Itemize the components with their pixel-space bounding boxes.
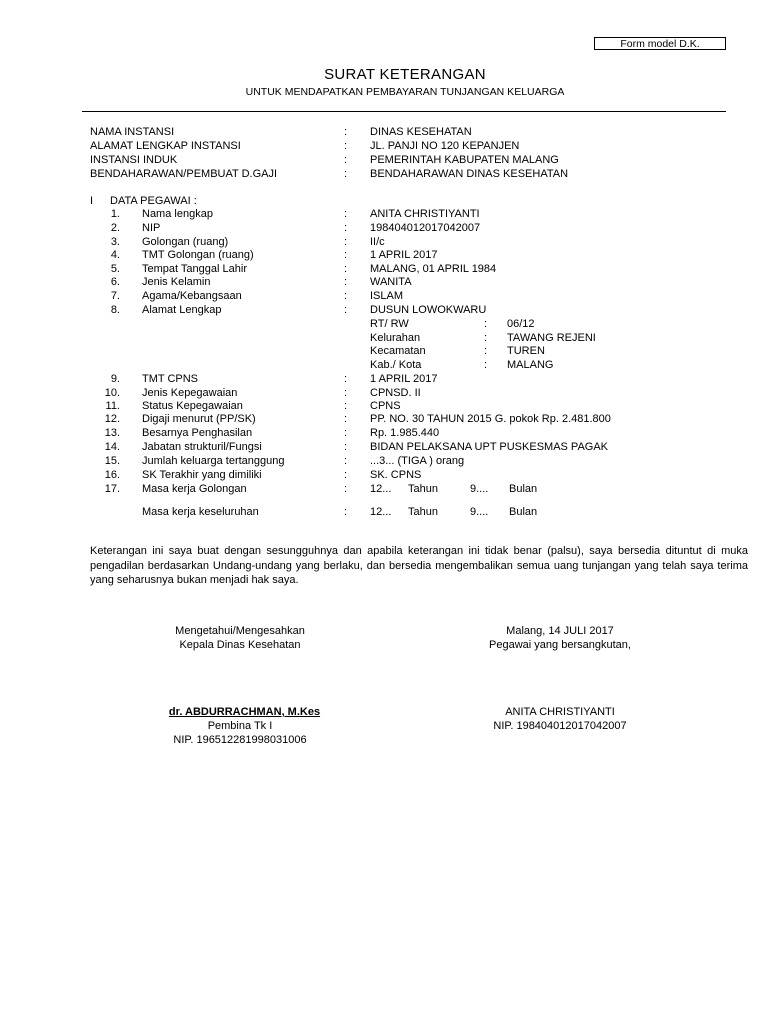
pegawai-colon-3: : bbox=[344, 249, 348, 261]
masa-kerja-tahun-label-0: Tahun bbox=[408, 483, 438, 495]
alamat-colon-0: : bbox=[484, 318, 488, 330]
pegawai2-label-6: Jumlah keluarga tertanggung bbox=[142, 455, 285, 467]
pegawai2-value-7: SK. CPNS bbox=[370, 469, 422, 481]
pegawai-label-2: Golongan (ruang) bbox=[142, 236, 229, 248]
alamat-colon-1: : bbox=[484, 332, 488, 344]
pegawai2-value-1: CPNSD. II bbox=[370, 387, 421, 399]
pegawai-no-4: 5. bbox=[110, 263, 120, 275]
instansi-colon-2: : bbox=[344, 154, 348, 166]
pegawai2-label-4: Besarnya Penghasilan bbox=[142, 427, 253, 439]
pegawai-colon-7: : bbox=[344, 304, 348, 316]
pegawai-colon-1: : bbox=[344, 222, 348, 234]
sign-left-line1: Mengetahui/Mengesahkan bbox=[175, 625, 305, 637]
alamat-colon-3: : bbox=[484, 359, 488, 371]
pegawai-no-7: 8. bbox=[110, 304, 120, 316]
instansi-label-3: BENDAHARAWAN/PEMBUAT D.GAJI bbox=[90, 168, 278, 180]
pegawai-colon-5: : bbox=[344, 276, 348, 288]
declaration-paragraph: Keterangan ini saya buat dengan sesungguhnya dan apabila keterangan ini tidak benar (palsu), saya bersedia dituntut di muka pengadilan berdasarkan Undang-undang yang berlaku, dan bersedia mengembalikan semua uang tunjangan yang telah saya terima yang seharusnya bukan menjadi hak saya. bbox=[90, 545, 748, 586]
sign-right-line2: Pegawai yang bersangkutan, bbox=[489, 639, 631, 651]
pegawai-label-4: Tempat Tanggal Lahir bbox=[142, 263, 247, 275]
pegawai-label-5: Jenis Kelamin bbox=[142, 276, 211, 288]
alamat-label-1: Kelurahan bbox=[370, 332, 421, 344]
pegawai2-label-0: TMT CPNS bbox=[142, 373, 199, 385]
pegawai2-label-7: SK Terakhir yang dimiliki bbox=[142, 469, 262, 481]
pegawai2-value-2: CPNS bbox=[370, 400, 401, 412]
pegawai-value-0: ANITA CHRISTIYANTI bbox=[370, 208, 480, 220]
instansi-colon-3: : bbox=[344, 168, 348, 180]
pegawai2-value-3: PP. NO. 30 TAHUN 2015 G. pokok Rp. 2.481.800 bbox=[370, 413, 611, 425]
instansi-label-1: ALAMAT LENGKAP INSTANSI bbox=[90, 140, 241, 152]
masa-kerja-label-0: Masa kerja Golongan bbox=[142, 483, 247, 495]
pegawai-colon-6: : bbox=[344, 290, 348, 302]
alamat-label-2: Kecamatan bbox=[370, 345, 426, 357]
pegawai2-colon-7: : bbox=[344, 469, 348, 481]
pegawai-no-3: 4. bbox=[110, 249, 120, 261]
instansi-label-2: INSTANSI INDUK bbox=[90, 154, 178, 166]
pegawai2-colon-4: : bbox=[344, 427, 348, 439]
pegawai-no-1: 2. bbox=[110, 222, 120, 234]
masa-kerja-bulan-label-1: Bulan bbox=[509, 506, 538, 518]
pegawai2-label-3: Digaji menurut (PP/SK) bbox=[142, 413, 256, 425]
masa-kerja-bulan-value-0: 9.... bbox=[470, 483, 489, 495]
alamat-value-3: MALANG bbox=[507, 359, 554, 371]
pegawai-label-7: Alamat Lengkap bbox=[142, 304, 222, 316]
section-label: DATA PEGAWAI : bbox=[110, 195, 197, 207]
pegawai-value-7: DUSUN LOWOKWARU bbox=[370, 304, 487, 316]
pegawai-colon-4: : bbox=[344, 263, 348, 275]
pegawai-colon-0: : bbox=[344, 208, 348, 220]
pegawai-label-1: NIP bbox=[142, 222, 161, 234]
section-roman: I bbox=[90, 195, 94, 207]
instansi-value-0: DINAS KESEHATAN bbox=[370, 126, 472, 138]
pegawai2-label-1: Jenis Kepegawaian bbox=[142, 387, 238, 399]
masa-kerja-no-0: 17. bbox=[104, 483, 120, 495]
pegawai2-value-4: Rp. 1.985.440 bbox=[370, 427, 440, 439]
form-model-box: Form model D.K. bbox=[594, 37, 726, 50]
pegawai2-colon-2: : bbox=[344, 400, 348, 412]
pegawai-no-6: 7. bbox=[110, 290, 120, 302]
sign-left-name: dr. ABDURRACHMAN, M.Kes bbox=[168, 706, 321, 718]
pegawai2-no-1: 10. bbox=[104, 387, 120, 399]
pegawai-value-3: 1 APRIL 2017 bbox=[370, 249, 438, 261]
pegawai2-value-6: ...3... (TIGA ) orang bbox=[370, 455, 465, 467]
pegawai2-colon-1: : bbox=[344, 387, 348, 399]
pegawai-value-6: ISLAM bbox=[370, 290, 404, 302]
sign-left-nip: NIP. 196512281998031006 bbox=[173, 734, 307, 746]
masa-kerja-bulan-label-0: Bulan bbox=[509, 483, 538, 495]
pegawai2-value-5: BIDAN PELAKSANA UPT PUSKESMAS PAGAK bbox=[370, 441, 609, 453]
masa-kerja-tahun-label-1: Tahun bbox=[408, 506, 438, 518]
masa-kerja-tahun-value-1: 12... bbox=[370, 506, 392, 518]
document-subtitle: UNTUK MENDAPATKAN PEMBAYARAN TUNJANGAN KELUARGA bbox=[245, 86, 565, 98]
pegawai-value-1: 198404012017042007 bbox=[370, 222, 481, 234]
pegawai-no-5: 6. bbox=[110, 276, 120, 288]
pegawai2-no-3: 12. bbox=[104, 413, 120, 425]
sign-right-name: ANITA CHRISTIYANTI bbox=[505, 706, 615, 718]
pegawai-value-2: II/c bbox=[370, 236, 385, 248]
alamat-colon-2: : bbox=[484, 345, 488, 357]
sign-left-rank: Pembina Tk I bbox=[207, 720, 273, 732]
instansi-colon-1: : bbox=[344, 140, 348, 152]
alamat-value-1: TAWANG REJENI bbox=[507, 332, 596, 344]
alamat-value-2: TUREN bbox=[507, 345, 545, 357]
instansi-label-0: NAMA INSTANSI bbox=[90, 126, 175, 138]
alamat-value-0: 06/12 bbox=[507, 318, 535, 330]
alamat-label-0: RT/ RW bbox=[370, 318, 409, 330]
pegawai2-no-4: 13. bbox=[104, 427, 120, 439]
pegawai-value-4: MALANG, 01 APRIL 1984 bbox=[370, 263, 497, 275]
pegawai2-colon-6: : bbox=[344, 455, 348, 467]
masa-kerja-bulan-value-1: 9.... bbox=[470, 506, 489, 518]
instansi-value-2: PEMERINTAH KABUPATEN MALANG bbox=[370, 154, 559, 166]
instansi-value-1: JL. PANJI NO 120 KEPANJEN bbox=[370, 140, 520, 152]
instansi-colon-0: : bbox=[344, 126, 348, 138]
pegawai-no-0: 1. bbox=[110, 208, 120, 220]
pegawai2-no-5: 14. bbox=[104, 441, 120, 453]
pegawai2-colon-3: : bbox=[344, 413, 348, 425]
pegawai-no-2: 3. bbox=[110, 236, 120, 248]
instansi-value-3: BENDAHARAWAN DINAS KESEHATAN bbox=[370, 168, 569, 180]
pegawai-label-6: Agama/Kebangsaan bbox=[142, 290, 242, 302]
pegawai2-colon-0: : bbox=[344, 373, 348, 385]
pegawai-colon-2: : bbox=[344, 236, 348, 248]
pegawai2-label-2: Status Kepegawaian bbox=[142, 400, 243, 412]
alamat-label-3: Kab./ Kota bbox=[370, 359, 422, 371]
pegawai2-no-6: 15. bbox=[104, 455, 120, 467]
pegawai2-colon-5: : bbox=[344, 441, 348, 453]
pegawai2-no-2: 11. bbox=[105, 400, 120, 412]
pegawai2-value-0: 1 APRIL 2017 bbox=[370, 373, 438, 385]
header-divider bbox=[82, 111, 726, 112]
masa-kerja-label-1: Masa kerja keseluruhan bbox=[142, 506, 259, 518]
masa-kerja-tahun-value-0: 12... bbox=[370, 483, 392, 495]
masa-kerja-colon-0: : bbox=[344, 483, 348, 495]
pegawai2-label-5: Jabatan strukturil/Fungsi bbox=[142, 441, 262, 453]
pegawai2-no-7: 16. bbox=[104, 469, 120, 481]
pegawai2-no-0: 9. bbox=[110, 373, 120, 385]
sign-right-line1: Malang, 14 JULI 2017 bbox=[506, 625, 614, 637]
sign-left-line2: Kepala Dinas Kesehatan bbox=[179, 639, 301, 651]
pegawai-label-3: TMT Golongan (ruang) bbox=[142, 249, 254, 261]
pegawai-label-0: Nama lengkap bbox=[142, 208, 213, 220]
masa-kerja-colon-1: : bbox=[344, 506, 348, 518]
pegawai-value-5: WANITA bbox=[370, 276, 412, 288]
sign-right-nip: NIP. 198404012017042007 bbox=[493, 720, 627, 732]
document-title: SURAT KETERANGAN bbox=[324, 66, 486, 83]
